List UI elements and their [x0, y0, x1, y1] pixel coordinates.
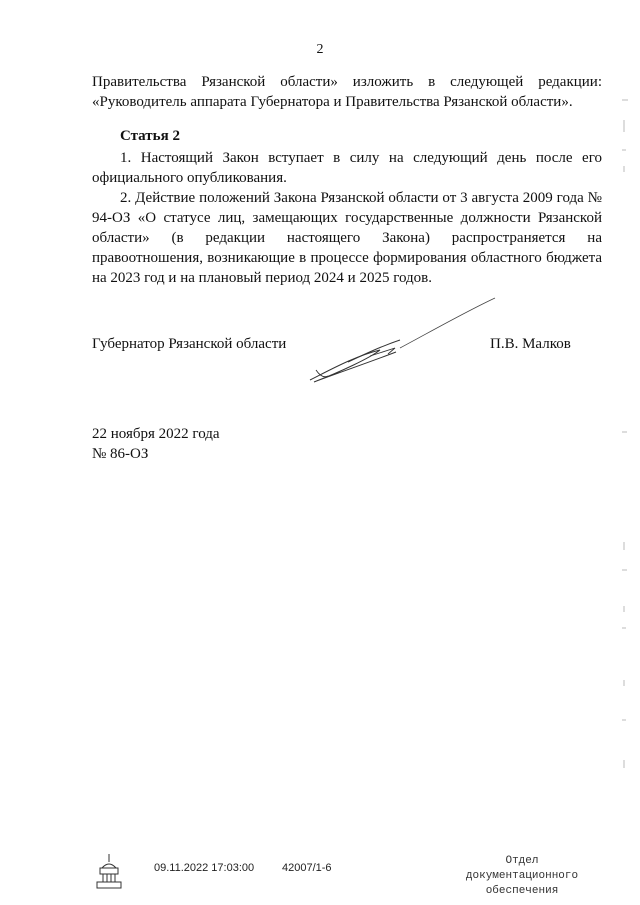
article-heading: Статья 2	[120, 128, 180, 144]
footer-doc-id: 42007/1-6	[282, 862, 332, 874]
signature-mark	[300, 292, 500, 392]
signatory-name: П.В. Малков	[490, 336, 571, 352]
signatory-position: Губернатор Рязанской области	[92, 336, 287, 352]
article-paragraph-1: 1. Настоящий Закон вступает в силу на следующий день после его официального опубликования.	[92, 150, 602, 186]
footer-timestamp: 09.11.2022 17:03:00	[154, 862, 255, 874]
article-paragraph-2: 2. Действие положений Закона Рязанской области от 3 августа 2009 года № 94-ОЗ «О статусе лиц, замещающих государственные должности Рязанской области» (в редакции настоящего Закона) распространяется на правоотношения, возникающие в процессе формирования областного бюджета на 2023 год и на плановый период 2024 и 2025 годов.	[92, 190, 602, 286]
law-number: № 86-ОЗ	[92, 446, 149, 462]
signing-date: 22 ноября 2022 года	[92, 426, 220, 442]
margin-scan-marks	[618, 80, 638, 800]
intro-paragraph: Правительства Рязанской области» изложить в следующей редакции: «Руководитель аппарата Губернатора и Правительства Рязанской области».	[92, 74, 602, 110]
page-number: 2	[316, 42, 324, 57]
department-stamp: Отдел документационного обеспечения	[465, 855, 579, 897]
duma-emblem-icon	[94, 852, 124, 892]
